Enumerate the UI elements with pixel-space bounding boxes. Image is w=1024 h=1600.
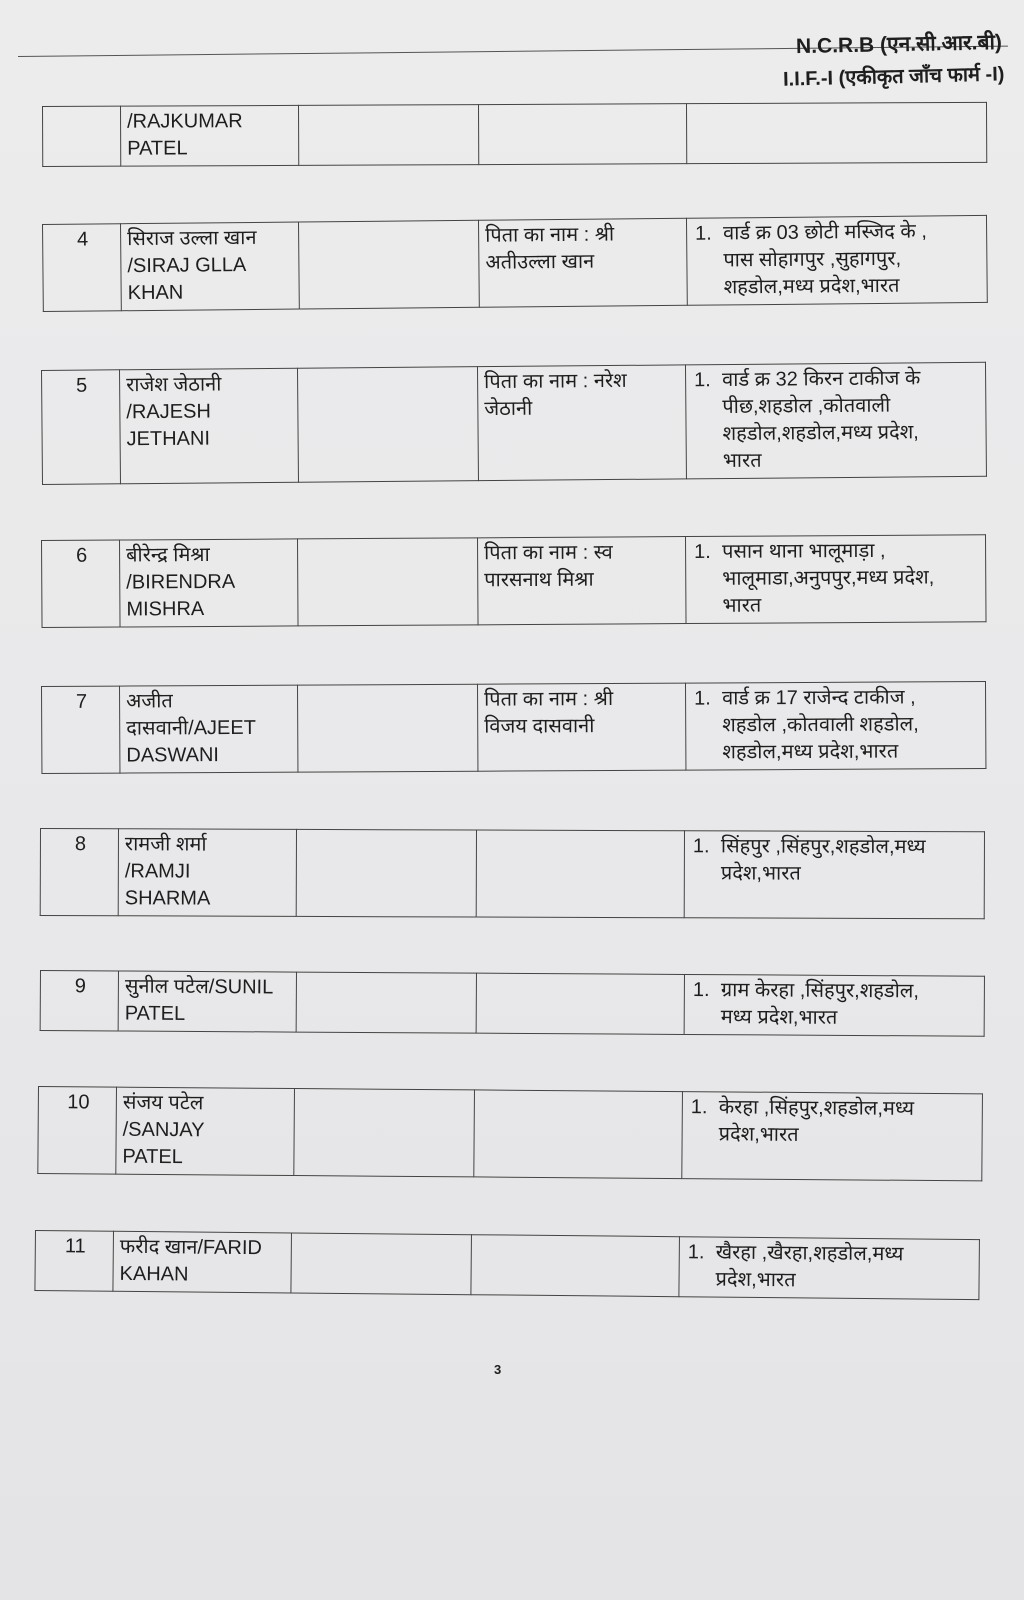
record-row: [41, 534, 987, 628]
accused-name-line: फरीद खान/FARID: [119, 1235, 263, 1260]
address-line: पीछ,शहडोल ,कोतवाली: [722, 394, 891, 419]
record-row: [34, 1230, 980, 1300]
accused-name-cell: [113, 1231, 292, 1293]
accused-name-line: /RAJESH: [126, 400, 211, 424]
address-line: भारत: [722, 594, 762, 617]
empty-cell: [297, 684, 477, 772]
empty-cell: [296, 829, 476, 917]
address-index: 1.: [690, 1096, 708, 1119]
serial-number: 4: [76, 228, 89, 251]
address-line: शहडोल,शहडोल,मध्य प्रदेश,: [722, 421, 919, 446]
address-line: शहडोल,मध्य प्रदेश,भारत: [722, 740, 899, 764]
father-name-line: अतीउल्ला खान: [485, 250, 595, 274]
accused-name-line: बीरेन्द्र मिश्रा: [126, 543, 210, 567]
address-line: शहडोल ,कोतवाली शहडोल,: [722, 713, 919, 737]
accused-name-line: रामजी शर्मा: [124, 833, 207, 856]
serial-number: 6: [75, 544, 88, 567]
address-index: 1.: [694, 369, 711, 392]
address-line: प्रदेश,भारत: [715, 1268, 796, 1292]
accused-name-cell: [118, 829, 296, 917]
address-cell: [685, 362, 986, 479]
accused-name-line: KAHAN: [119, 1262, 189, 1286]
empty-cell: [291, 1233, 472, 1295]
serial-number: 8: [74, 833, 87, 856]
serial-number: 5: [75, 374, 88, 397]
address-index: 1.: [694, 540, 711, 564]
accused-name-line: /SIRAJ GLLA: [127, 254, 247, 278]
accused-name-cell: [121, 105, 299, 166]
address-line: केरहा ,सिंहपुर,शहडोल,मध्य: [718, 1096, 915, 1120]
address-line: खैरहा ,खैरहा,शहडोल,मध्य: [715, 1241, 904, 1266]
address-line: पास सोहागपुर ,सुहागपुर,: [723, 247, 902, 272]
accused-name-line: PATEL: [127, 137, 188, 160]
serial-number-cell: [42, 686, 120, 773]
accused-name-line: सुनील पटेल/SUNIL: [124, 975, 274, 999]
accused-name-line: MISHRA: [126, 598, 205, 621]
empty-cell: [297, 538, 478, 626]
father-name-line: जेठानी: [484, 397, 533, 421]
father-name-cell: [476, 973, 684, 1034]
record-row: [37, 1086, 983, 1181]
address-cell: [685, 682, 985, 771]
accused-name-cell: [120, 685, 298, 773]
address-line: भालूमाडा,अनुपपुर,मध्य प्रदेश,: [722, 566, 935, 590]
father-name-cell: [477, 365, 686, 481]
address-cell: [682, 1092, 983, 1181]
empty-cell: [296, 972, 476, 1033]
record-row: [42, 102, 987, 167]
accused-name-line: DASWANI: [126, 744, 220, 767]
accused-name-line: SHARMA: [124, 887, 211, 910]
father-name-cell: [477, 537, 686, 625]
serial-number-cell: [42, 540, 121, 627]
serial-number-cell: [38, 1087, 117, 1175]
serial-number-cell: [43, 106, 121, 166]
address-line: वार्ड क्र 03 छोटी मस्जिद के ,: [723, 220, 927, 245]
father-name-line: पिता का नाम : श्री: [485, 223, 615, 247]
address-index: 1.: [695, 222, 712, 245]
address-line: प्रदेश,भारत: [720, 862, 801, 885]
address-line: मध्य प्रदेश,भारत: [720, 1006, 838, 1029]
accused-name-line: PATEL: [124, 1002, 186, 1025]
father-name-cell: [476, 830, 684, 918]
empty-cell: [294, 1089, 475, 1177]
address-line: भारत: [722, 449, 762, 473]
accused-name-line: दासवानी/AJEET: [126, 716, 256, 740]
address-cell: [686, 215, 987, 305]
father-name-line: पिता का नाम : श्री: [484, 688, 614, 711]
empty-cell: [297, 367, 478, 483]
father-name-cell: [474, 1090, 683, 1179]
header-form-title: I.I.F.-I (एकीकृत जाँच फार्म -I): [782, 63, 1005, 91]
accused-name-cell: [120, 368, 299, 484]
record-row: [41, 362, 987, 485]
accused-name-line: /RAJKUMAR: [127, 110, 243, 133]
serial-number: 9: [74, 975, 87, 998]
address-cell: [684, 974, 984, 1036]
accused-name-line: PATEL: [122, 1145, 183, 1169]
serial-number-cell: [43, 224, 122, 312]
accused-name-line: राजेश जेठानी: [126, 373, 222, 397]
accused-name-cell: [121, 222, 300, 311]
address-index: 1.: [692, 835, 710, 858]
father-name-cell: [478, 218, 687, 307]
accused-name-cell: [120, 539, 299, 627]
father-name-cell: [478, 104, 686, 165]
serial-number-cell: [40, 971, 118, 1031]
father-name-line: विजय दासवानी: [484, 715, 595, 738]
accused-name-line: अजीत: [126, 690, 173, 713]
address-cell: [679, 1237, 980, 1300]
address-cell: [685, 535, 986, 624]
serial-number: 10: [67, 1091, 90, 1114]
accused-name-cell: [118, 971, 296, 1032]
address-line: ग्राम केरहा ,सिंहपुर,शहडोल,: [720, 979, 920, 1003]
address-line: सिंहपुर ,सिंहपुर,शहडोल,मध्य: [720, 835, 926, 859]
accused-name-line: JETHANI: [126, 427, 211, 451]
accused-name-line: /SANJAY: [122, 1118, 205, 1142]
father-name-line: पिता का नाम : नरेश: [484, 369, 627, 394]
father-name-line: पारसनाथ मिश्रा: [484, 568, 594, 592]
address-cell: [684, 831, 984, 919]
accused-name-line: /RAMJI: [124, 860, 191, 883]
address-line: प्रदेश,भारत: [718, 1123, 799, 1146]
record-row: [41, 681, 986, 774]
father-name-cell: [477, 683, 685, 771]
record-row: [42, 215, 988, 312]
accused-name-line: संजय पटेल: [122, 1091, 204, 1115]
serial-number-cell: [40, 829, 118, 916]
father-name-line: पिता का नाम : स्व: [484, 541, 613, 565]
accused-name-line: सिराज उल्ला खान: [127, 226, 257, 251]
serial-number: 11: [64, 1235, 86, 1258]
address-index: 1.: [687, 1241, 705, 1264]
record-row: [40, 828, 985, 919]
address-cell: [686, 102, 986, 163]
address-line: वार्ड क्र 32 किरन टाकीज के: [722, 367, 921, 392]
empty-cell: [298, 220, 479, 309]
address-index: 1.: [694, 687, 711, 710]
address-index: 1.: [692, 978, 710, 1002]
header-ncrb: N.C.R.B (एन.सी.आर.बी): [795, 30, 1003, 59]
serial-number-cell: [35, 1231, 114, 1292]
address-line: पसान थाना भालूमाड़ा ,: [722, 539, 886, 563]
accused-name-cell: [116, 1087, 295, 1175]
address-line: शहडोल,मध्य प्रदेश,भारत: [723, 274, 900, 299]
address-line: वार्ड क्र 17 राजेन्द टाकीज ,: [722, 686, 916, 710]
serial-number: 7: [75, 690, 88, 713]
serial-number-cell: [42, 370, 121, 485]
father-name-cell: [471, 1235, 680, 1297]
empty-cell: [298, 105, 478, 166]
record-row: [40, 970, 985, 1037]
accused-name-line: /BIRENDRA: [126, 570, 236, 594]
page-number: 3: [494, 1362, 502, 1377]
accused-name-line: KHAN: [127, 281, 184, 305]
